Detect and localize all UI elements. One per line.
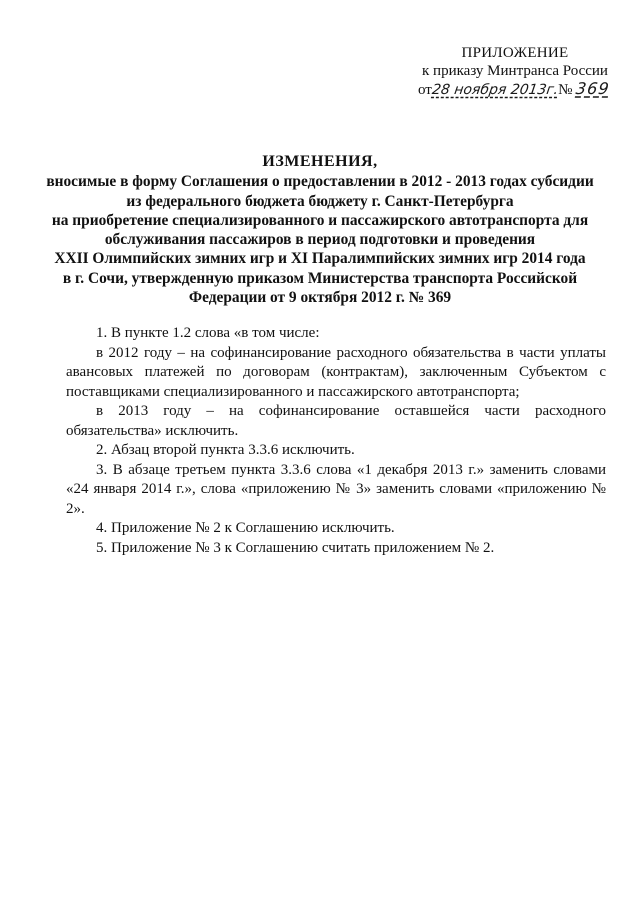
- document-title: [40, 152, 600, 307]
- handwritten-number: 369: [575, 79, 612, 98]
- body-paragraph: 2. Абзац второй пункта 3.3.6 исключить.: [96, 442, 355, 458]
- body-paragraph: 4. Приложение № 2 к Соглашению исключить.: [96, 520, 395, 536]
- title-line: Федерации от 9 октября 2012 г. № 369: [188, 289, 452, 307]
- body-paragraph: 1. В пункте 1.2 слова «в том числе:: [96, 325, 320, 341]
- body-paragraph: 3. В абзаце третьем пункта 3.3.6 слова «1 декабря 2013 г.» заменить словами «24 января 2014 г.», слова «приложению № 3» заменить словами «приложению № 2».: [66, 461, 606, 517]
- appendix-order-reference: к приказу Минтранса России: [422, 63, 608, 79]
- from-prefix: от: [418, 82, 432, 98]
- title-heading: ИЗМЕНЕНИЯ,: [262, 153, 378, 170]
- title-line: из федерального бюджета бюджету г. Санкт-Петербурга: [126, 192, 514, 210]
- appendix-title: ПРИЛОЖЕНИЕ: [461, 45, 569, 61]
- document-body: [66, 324, 606, 558]
- number-sign: №: [558, 82, 573, 98]
- title-line: XXII Олимпийских зимних игр и XI Паралимпийских зимних игр 2014 года: [54, 250, 586, 268]
- handwritten-date: 28 ноября 2013г.: [430, 82, 560, 98]
- appendix-date-number-line: [400, 80, 630, 99]
- body-paragraph: 5. Приложение № 3 к Соглашению считать приложением № 2.: [96, 539, 495, 556]
- title-line: обслуживания пассажиров в период подготовки и проведения: [104, 231, 536, 249]
- title-line: в г. Сочи, утвержденную приказом Министерства транспорта Российской: [62, 269, 578, 287]
- title-line: вносимые в форму Соглашения о предоставлении в 2012 - 2013 годах субсидии: [46, 173, 594, 191]
- body-paragraph: в 2012 году – на софинансирование расходного обязательства в части уплаты авансовых платежей по договорам (контрактам), заключенным Субъектом с поставщиками специализированного и пассажирского автотранспорта;: [66, 344, 606, 400]
- body-paragraph: в 2013 году – на софинансирование оставшейся части расходного обязательства» исключить.: [66, 403, 606, 439]
- appendix-header: [400, 44, 630, 99]
- title-line: на приобретение специализированного и пассажирского автотранспорта для: [51, 211, 589, 229]
